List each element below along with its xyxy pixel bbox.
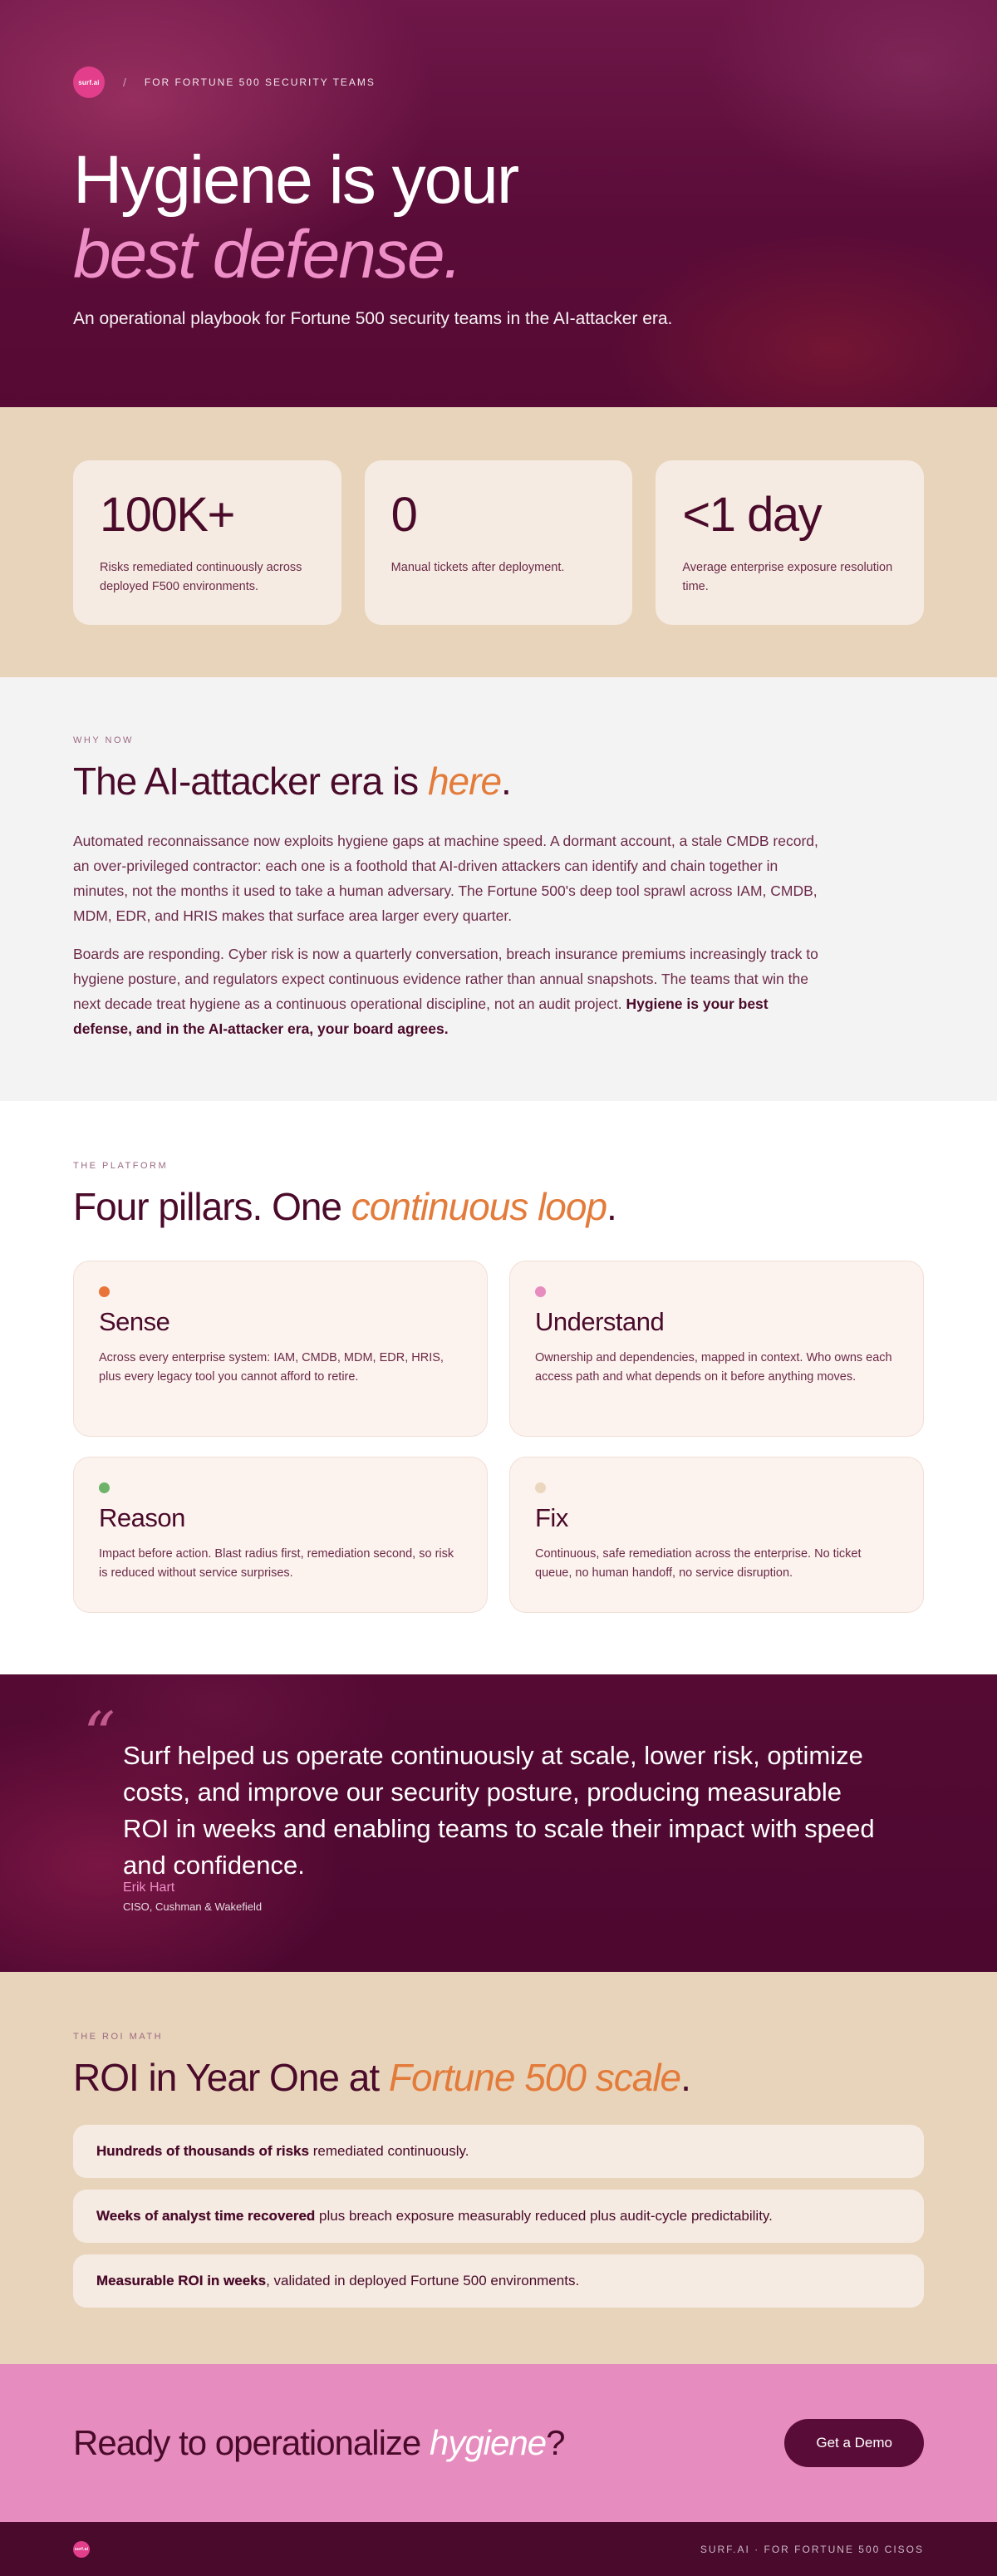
why-title <box>73 759 924 804</box>
platform-section <box>0 1101 997 1674</box>
pillar-title: Fix <box>535 1503 568 1532</box>
pillar-dot <box>99 1286 110 1297</box>
stat-value: 0 <box>390 488 417 542</box>
cta-section <box>0 2364 997 2522</box>
pillar-description: Impact before action. Blast radius first, remediation second, so risk is reduced without service surprises. <box>99 1547 454 1580</box>
quote-mark-icon: “ <box>83 1698 115 1772</box>
pillar-card-fix <box>509 1457 924 1613</box>
platform-eyebrow: THE PLATFORM <box>73 1161 169 1171</box>
roi-title-accent: Fortune 500 scale <box>388 2056 681 2099</box>
pillar-description: Across every enterprise system: IAM, CMDB, MDM, EDR, HRIS, plus every legacy tool you cannot afford to retire. <box>99 1351 444 1384</box>
cta-title <box>73 2423 564 2463</box>
roi-item-bold: Hundreds of thousands of risks <box>96 2143 309 2159</box>
cta-title-pre: Ready to operationalize <box>73 2423 430 2462</box>
why-eyebrow: WHY NOW <box>73 735 134 745</box>
why-now-section <box>0 677 997 1101</box>
roi-title <box>73 2055 924 2100</box>
roi-item-text: , validated in deployed Fortune 500 environments. <box>266 2273 580 2288</box>
pillar-dot <box>99 1482 110 1493</box>
pillar-card-sense <box>73 1261 488 1437</box>
why-title-post: . <box>501 760 511 803</box>
testimonial-quote: Surf helped us operate continuously at scale, lower risk, optimize costs, and improve our security posture, producing measurable ROI in weeks and enabling teams to scale their impact with speed and confidence. <box>123 1741 875 1880</box>
testimonial-role: CISO, Cushman & Wakefield <box>123 1900 263 1913</box>
roi-item <box>73 2125 924 2178</box>
hero-title-line2: best defense. <box>73 217 461 293</box>
platform-title-pre: Four pillars. One <box>73 1185 351 1228</box>
testimonial-section <box>0 1674 997 1972</box>
why-paragraph-2-emphasis: Hygiene is your best defense, and in the AI-attacker era, your board agrees. <box>73 995 769 1037</box>
hero-subtitle: An operational playbook for Fortune 500 security teams in the AI-attacker era. <box>73 309 673 328</box>
get-demo-button[interactable]: Get a Demo <box>784 2419 924 2467</box>
stat-value: <1 day <box>682 488 822 542</box>
why-title-pre: The AI-attacker era is <box>73 760 428 803</box>
roi-section <box>0 1972 997 2364</box>
roi-eyebrow: THE ROI MATH <box>73 2032 164 2042</box>
roi-item-bold: Weeks of analyst time recovered <box>96 2208 316 2224</box>
footer-text: SURF.AI · FOR FORTUNE 500 CISOS <box>700 2543 924 2555</box>
roi-title-pre: ROI in Year One at <box>73 2056 389 2099</box>
roi-list <box>73 2125 924 2308</box>
footer-logo[interactable]: surf.ai <box>73 2541 90 2558</box>
pillar-card-reason <box>73 1457 488 1613</box>
cta-title-post: ? <box>546 2423 565 2462</box>
pillar-dot <box>535 1286 546 1297</box>
stat-description: Risks remediated continuously across deployed F500 environments. <box>100 561 302 593</box>
stat-card-risks <box>73 460 341 625</box>
hero-title <box>73 143 518 293</box>
roi-item-text: plus breach exposure measurably reduced plus audit-cycle predictability. <box>315 2208 773 2224</box>
pillar-description: Ownership and dependencies, mapped in context. Who owns each access path and what depends on it before anything moves. <box>535 1351 892 1384</box>
cta-title-accent: hygiene <box>429 2423 547 2462</box>
hero-section <box>0 0 997 407</box>
why-paragraph-2-text: Boards are responding. Cyber risk is now a quarterly conversation, breach insurance premiums increasingly track to hygiene posture, and regulators expect continuous evidence rather than annual snapshots. The teams that win the next decade treat hygiene as a continuous operational discipline, not an audit project. <box>73 946 818 1012</box>
roi-title-post: . <box>680 2056 690 2099</box>
platform-title-post: . <box>607 1185 616 1228</box>
pillar-description: Continuous, safe remediation across the enterprise. No ticket queue, no human handoff, no service disruption. <box>535 1547 862 1580</box>
pillar-card-understand <box>509 1261 924 1437</box>
why-paragraph-1: Automated reconnaissance now exploits hygiene gaps at machine speed. A dormant account, a stale CMDB record, an over-privileged contractor: each one is a foothold that AI-driven attackers can identify and chain together in minutes, not the months it used to take a human adversary. The Fortune 500's deep tool sprawl across IAM, CMDB, MDM, EDR, and HRIS makes that surface area larger every quarter. <box>73 833 818 924</box>
footer <box>0 2522 997 2576</box>
roi-item-bold: Measurable ROI in weeks <box>96 2273 267 2288</box>
pillars-grid <box>73 1261 924 1613</box>
hero-title-line1: Hygiene is your <box>73 142 518 218</box>
why-title-accent: here <box>427 760 502 803</box>
roi-item <box>73 2190 924 2243</box>
pillar-title: Reason <box>99 1503 185 1532</box>
hero-header <box>73 66 376 98</box>
surf-logo[interactable]: surf.ai <box>73 66 105 98</box>
pillar-title: Understand <box>535 1307 665 1336</box>
stat-description: Average enterprise exposure resolution time. <box>682 561 893 593</box>
platform-title <box>73 1184 924 1229</box>
stat-card-resolution <box>656 460 924 625</box>
testimonial-author: Erik Hart <box>123 1880 175 1895</box>
pillar-title: Sense <box>99 1307 170 1336</box>
breadcrumb-separator: / <box>123 76 126 89</box>
pillar-dot <box>535 1482 546 1493</box>
hero-eyebrow: FOR FORTUNE 500 SECURITY TEAMS <box>144 76 376 88</box>
roi-item <box>73 2254 924 2308</box>
platform-title-accent: continuous loop <box>351 1185 607 1228</box>
stats-section <box>0 407 997 677</box>
stat-card-tickets <box>365 460 633 625</box>
stat-description: Manual tickets after deployment. <box>390 561 565 574</box>
stat-value: 100K+ <box>100 488 234 542</box>
roi-item-text: remediated continuously. <box>308 2143 469 2159</box>
why-paragraph-2 <box>73 941 829 1041</box>
